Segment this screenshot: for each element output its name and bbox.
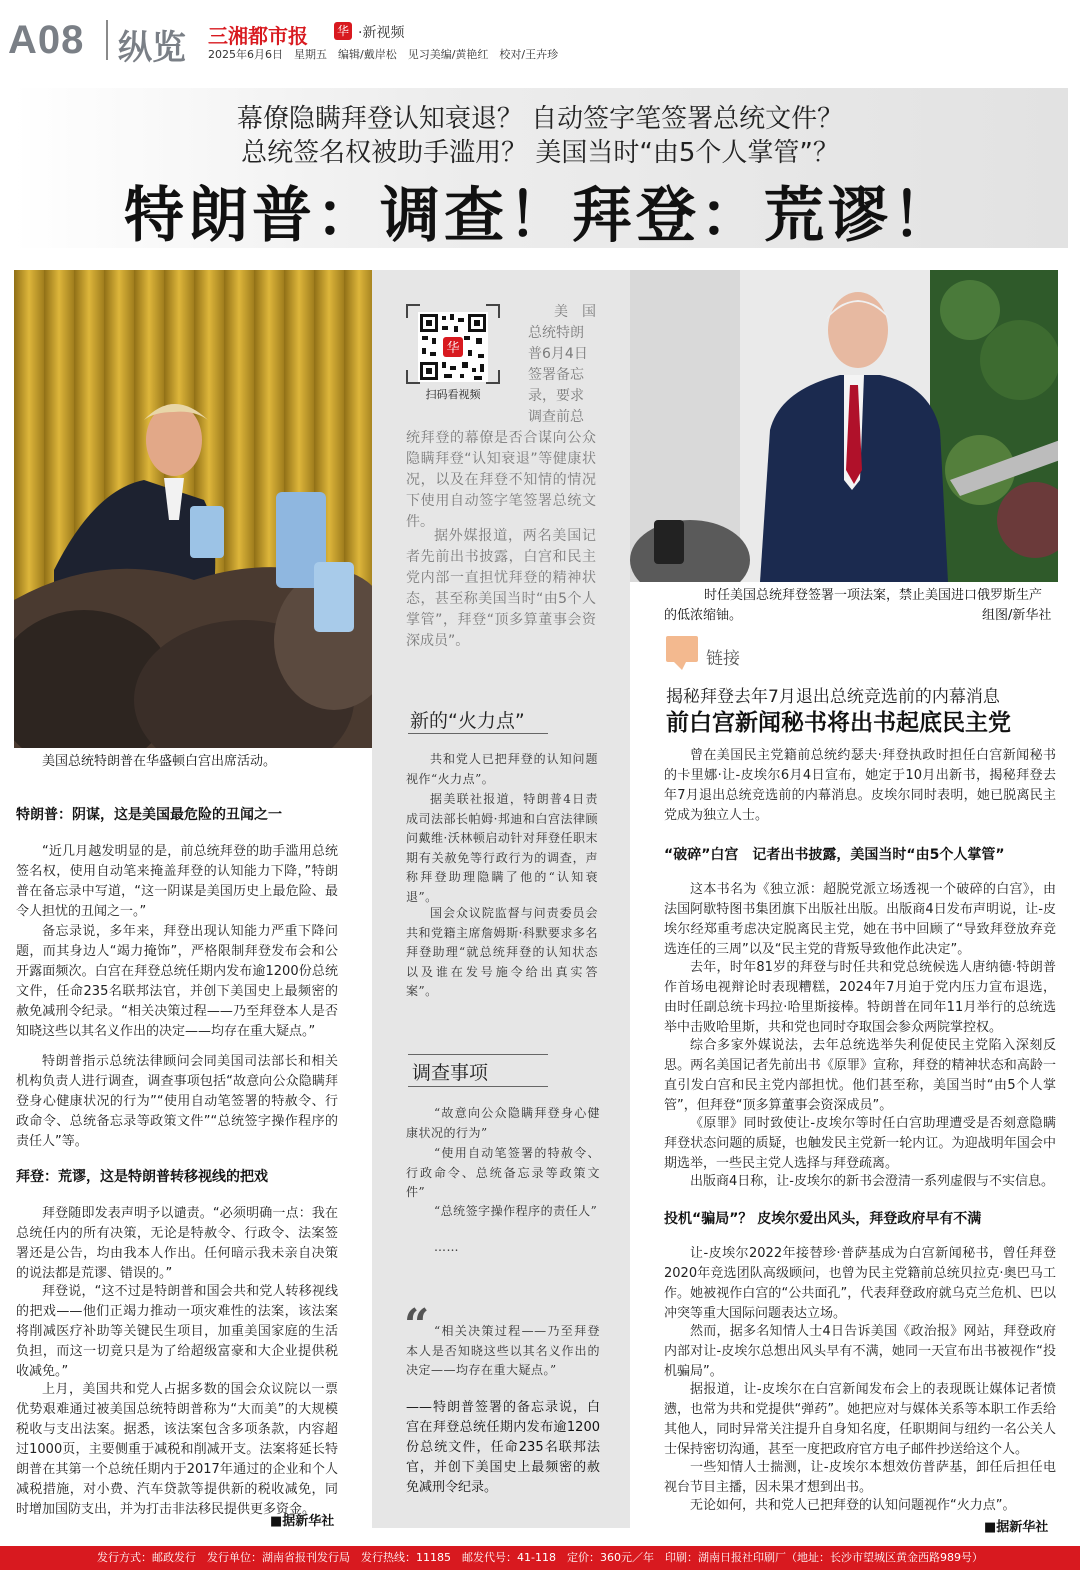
- left-paragraph-4: 拜登随即发表声明予以谴责。“必须明确一点：我在总统任内的所有决策，无论是特赦令、行政令、法案签署还是公告，均由我本人作出。任何暗示我未亲自决策的说法都是荒谬、错误的。”: [16, 1206, 338, 1281]
- quote-text: “相关决策过程——乃至拜登本人是否知晓这些以其名义作出的决定——均存在重大疑点。”: [406, 1324, 600, 1377]
- qr-corner-icon: [486, 370, 500, 384]
- page-number: A08: [8, 18, 85, 62]
- footer-bar: 发行方式：邮政发行 发行单位：湖南省报刊发行局 发行热线：11185 邮发代号：41-118 定价：360元／年 印刷：湖南日报社印刷厂（地址：长沙市望城区黄金西路989号）: [0, 1546, 1080, 1570]
- quote-mark-icon: “: [404, 1300, 430, 1351]
- qr-corner-icon: [486, 304, 500, 318]
- investigation-item: ……: [434, 1240, 459, 1254]
- main-headline: 特朗普：调查！拜登：荒谬！: [124, 181, 956, 251]
- masthead-divider: [106, 20, 108, 60]
- brand-subtitle: ·新视频: [358, 25, 405, 41]
- link-kicker: 揭秘拜登去年7月退出总统竞选前的内幕消息: [666, 687, 1000, 707]
- lead-line: 美 国: [554, 304, 596, 320]
- right-paragraph-7: 让-皮埃尔2022年接替珍·普萨基成为白宫新闻秘书，曾任拜登2020年竞选团队高级顾问，也曾为民主党籍前总统贝拉克·奥巴马工作。她被视作白宫的“公共面孔”，代表拜登政府就乌克兰危机、巴以冲突等重大国际问题表达立场。: [664, 1246, 1056, 1321]
- left-source-sign: ■据新华社: [270, 1514, 335, 1529]
- lead-line: 总统特朗: [528, 325, 584, 341]
- left-paragraph-6: 上月，美国共和党人占据多数的国会众议院以一票优势艰难通过被美国总统特朗普称为“大而美”的大规模税收与支出法案。据悉，该法案包含多项条款，内容超过1000页，主要侧重于减税和削减开支。法案将延长特朗普在其第一个总统任期内于2017年通过的企业和个人减税措施，对小费、汽车贷款等提供新的税收减免，同时增加国防支出，并为打击非法移民提供更多资金。: [16, 1382, 338, 1517]
- box1-paragraph-1: 共和党人已把拜登的认知问题视作“火力点”。: [406, 752, 598, 786]
- investigation-item: “使用自动笔签署的特赦令、行政命令、总统备忘录等政策文件”: [406, 1146, 600, 1199]
- biden-photo-caption-2: 的低浓缩铀。: [664, 608, 743, 623]
- right-paragraph-8: 然而，据多名知情人士4日告诉美国《政治报》网站，拜登政府内部对让-皮埃尔总想出风头早有不满，她同一天宣布出书被视作“投机骗局”。: [664, 1324, 1056, 1379]
- quote-source: ——特朗普签署的备忘录说，白宫在拜登总统任期内发布逾1200份总统文件，任命235名联邦法官，并创下美国史上最频密的赦免减刑令纪录。: [406, 1400, 600, 1495]
- right-paragraph-10: 一些知情人士揣测，让-皮埃尔本想效仿普萨基，卸任后担任电视台节目主播，因未果才想到出书。: [664, 1460, 1056, 1495]
- lead-paragraph-1: 统拜登的幕僚是否合谋向公众隐瞒拜登“认知衰退”等健康状况，以及在拜登不知情的情况下使用自动签字笔签署总统文件。: [406, 430, 596, 530]
- qr-code-icon[interactable]: [418, 312, 488, 382]
- svg-text:华: 华: [446, 341, 460, 356]
- lead-line: 录，要求: [528, 388, 584, 404]
- qr-label: 扫码看视频: [425, 388, 481, 401]
- right-paragraph-5: 《原罪》同时致使让-皮埃尔等时任白宫助理遭受是否刻意隐瞒拜登状态问题的质疑，也触发民主党新一轮内讧。为迎战明年国会中期选举，一些民主党人选择与拜登疏离。: [664, 1116, 1056, 1171]
- left-paragraph-3: 特朗普指示总统法律顾问会同美国司法部长和相关机构负责人进行调查，调查事项包括“故意向公众隐瞒拜登身心健康状况的行为”“使用自动笔签署的特赦令、行政命令、总统备忘录等政策文件”“总统签字操作程序的责任人”等。: [16, 1054, 338, 1149]
- trump-photo-caption: 美国总统特朗普在华盛顿白宫出席活动。: [42, 754, 277, 769]
- lead-line: 签署备忘: [528, 367, 584, 383]
- right-source-sign: ■据新华社: [984, 1520, 1049, 1535]
- box1-paragraph-3: 国会众议院监督与问责委员会共和党籍主席詹姆斯·科默要求多名拜登助理“就总统拜登的认知状态以及谁在发号施令给出真实答案”。: [406, 906, 598, 998]
- headline-kicker-2: 总统签名权被助手滥用？ 美国当时“由5个人掌管”？: [241, 138, 839, 168]
- box-heading-investigation: 调查事项: [412, 1062, 489, 1084]
- newspaper-logo: 三湘都市报: [208, 24, 308, 48]
- left-subhead-2: 拜登：荒谬，这是特朗普转移视线的把戏: [16, 1169, 268, 1185]
- box1-paragraph-2: 据美联社报道，特朗普4日责成司法部长帕姆·邦迪和白宫法律顾问戴维·沃林顿启动针对拜登任职末期有关赦免等行政行为的调查，声称拜登助理隐瞒了他的“认知衰退”。: [406, 792, 598, 904]
- left-subhead-1: 特朗普：阴谋，这是美国最危险的丑闻之一: [16, 807, 282, 823]
- right-paragraph-2: 这本书名为《独立派：超脱党派立场透视一个破碎的白宫》，由法国阿歇特图书集团旗下出版社出版。出版商4日发布声明说，让-皮埃尔经郑重考虑决定脱离民主党，她在书中回顾了“导致拜登放弃竞选连任的三周”以及“民主党的背叛导致他作此决定”。: [664, 882, 1056, 957]
- lead-line: 普6月4日: [528, 346, 588, 362]
- link-headline: 前白宫新闻秘书将出书起底民主党: [666, 710, 1011, 736]
- headline-block: [12, 88, 1068, 251]
- box-rule: [408, 1086, 548, 1087]
- right-paragraph-3: 去年，时年81岁的拜登与时任共和党总统候选人唐纳德·特朗普作首场电视辩论时表现糟糕，2024年7月迫于党内压力宣布退选，由时任副总统卡玛拉·哈里斯接棒。特朗普在同年11月举行的总统选举中击败哈里斯，共和党也同时夺取国会参众两院掌控权。: [664, 960, 1056, 1035]
- right-subhead-1: “破碎”白宫 记者出书披露，美国当时“由5个人掌管”: [664, 847, 1005, 863]
- section-name: 纵览: [118, 28, 186, 68]
- link-speech-bubble-icon: [666, 636, 698, 662]
- trump-photo: [14, 270, 372, 748]
- issue-line: 2025年6月6日 星期五 编辑/戴岸松 见习美编/黄艳红 校对/王卉珍: [208, 48, 559, 61]
- headline-kicker-1: 幕僚隐瞒拜登认知衰退？ 自动签字笔签署总统文件？: [236, 104, 844, 134]
- biden-photo: [630, 270, 1058, 582]
- biden-photo-caption-1: 时任美国总统拜登签署一项法案，禁止美国进口俄罗斯生产: [704, 588, 1043, 603]
- masthead: [8, 10, 1072, 68]
- left-paragraph-5: 拜登说，“这不过是特朗普和国会共和党人转移视线的把戏——他们正竭力推动一项灾难性的法案，该法案将削减医疗补助等关键民生项目，加重美国家庭的生活负担，而这一切竟只是为了给超级富豪和大企业提供税收减免。”: [16, 1284, 338, 1379]
- link-label: 链接: [706, 649, 740, 669]
- right-paragraph-6: 出版商4日称，让-皮埃尔的新书会澄清一系列虚假与不实信息。: [690, 1174, 1054, 1189]
- box-heading-firepoint: 新的“火力点”: [410, 710, 525, 732]
- left-paragraph-1: “近几月越发明显的是，前总统拜登的助手滥用总统签名权，使用自动笔来掩盖拜登的认知能力下降，”特朗普在备忘录中写道，“这一阴谋是美国历史上最危险、最令人担忧的丑闻之一。”: [16, 844, 338, 919]
- investigation-item: “故意向公众隐瞒拜登身心健康状况的行为”: [406, 1106, 600, 1140]
- box-rule: [408, 1054, 548, 1055]
- brand-badge-icon: 华: [334, 22, 352, 40]
- right-paragraph-11: 无论如何，共和党人已把拜登的认知问题视作“火力点”。: [690, 1498, 1016, 1513]
- lead-line: 调查前总: [528, 409, 584, 425]
- photo-credit: 组图/新华社: [982, 608, 1052, 623]
- qr-code-block[interactable]: [406, 304, 500, 406]
- left-paragraph-2: 备忘录说，多年来，拜登出现认知能力严重下降问题，而其身边人“竭力掩饰”，严格限制拜登发布会和公开露面频次。白宫在拜登总统任期内发布逾1200份总统文件，任命235名联邦法官，并创下美国史上最频密的赦免减刑令纪录。“相关决策过程——乃至拜登本人是否知晓这些以其名义作出的决定——均存在重大疑点。”: [16, 924, 338, 1039]
- right-paragraph-4: 综合多家外媒说法，去年总统选举失利促使民主党陷入深刻反思。两名美国记者先前出书《原罪》宣称，拜登的精神状态和高龄一直引发白宫和民主党内部担忧。他们甚至称，美国当时“由5个人掌管”，但拜登“顶多算董事会资深成员”。: [664, 1038, 1056, 1113]
- lead-paragraph-2: 据外媒报道，两名美国记者先前出书披露，白宫和民主党内部一直担忧拜登的精神状态，甚至称美国当时“由5个人掌管”，拜登“顶多算董事会资深成员”。: [406, 528, 596, 649]
- right-subhead-2: 投机“骗局”？ 皮埃尔爱出风头，拜登政府早有不满: [664, 1211, 982, 1227]
- right-paragraph-1: 曾在美国民主党籍前总统约瑟夫·拜登执政时担任白宫新闻秘书的卡里娜·让-皮埃尔6月4日宣布，她定于10月出新书，揭秘拜登去年7月退出总统竞选前的内幕消息。皮埃尔同时表明，她已脱离民主党成为独立人士。: [664, 748, 1056, 823]
- right-paragraph-9: 据报道，让-皮埃尔在白宫新闻发布会上的表现既让媒体记者愤懑，也常为共和党提供“弹药”。她把应对与媒体关系等本职工作丢给其他人，同时异常关注提升自身知名度，任职期间与纽约一名公关人士保持密切沟通，甚至一度把政府官方电子邮件抄送给这个人。: [664, 1382, 1056, 1457]
- investigation-item: “总统签字操作程序的责任人”: [434, 1204, 598, 1218]
- box-rule: [408, 733, 548, 734]
